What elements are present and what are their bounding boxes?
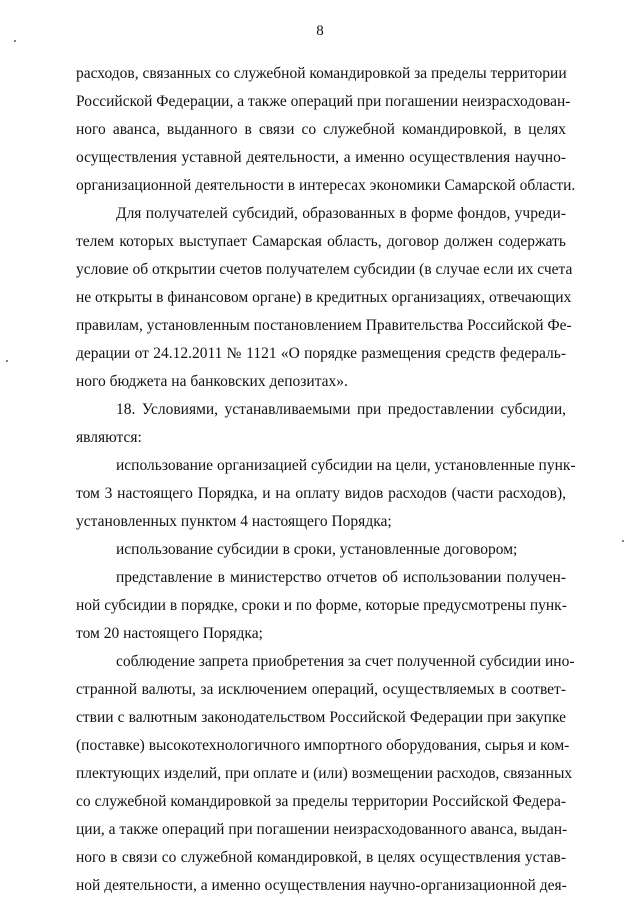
text-line: телем которых выступает Самарская область, договор должен содержать [76,233,566,250]
text-line: 18. Условиями, устанавливаемыми при предоставлении субсидии, [116,401,566,418]
text-line: ции, а также операций при погашении неизрасходованного аванса, выдан- [76,821,568,838]
text-line: правилам, установленным постановлением Правительства Российской Фе- [76,317,572,334]
text-line: условие об открытии счетов получателем субсидии (в случае если их счета [76,261,573,278]
scan-speck [622,540,624,542]
text-line: ствии с валютным законодательством Российской Федерации при закупке [76,709,566,726]
text-line: расходов, связанных со служебной командировкой за пределы территории [76,65,567,82]
text-line: том 3 настоящего Порядка, и на оплату видов расходов (части расходов), [76,485,566,502]
text-line: являются: [76,429,142,446]
text-line: плектующих изделий, при оплате и (или) возмещении расходов, связанных [76,765,573,782]
text-line: представление в министерство отчетов об использовании получен- [116,569,566,586]
text-line: Российской Федерации, а также операций при погашении неизрасходован- [76,93,571,110]
text-line: со служебной командировкой за пределы территории Российской Федера- [76,793,566,810]
text-line: использование субсидии в сроки, установленные договором; [116,541,518,558]
text-line: Для получателей субсидий, образованных в форме фондов, учреди- [116,205,566,222]
text-line: ной субсидии в порядке, сроки и по форме, которые предусмотрены пунк- [76,597,567,614]
text-line: не открыты в финансовом органе) в кредитных организациях, отвечающих [76,289,572,306]
text-line: организационной деятельности в интересах экономики Самарской области. [76,177,576,194]
scan-speck [6,360,8,362]
text-line: осуществления уставной деятельности, а именно осуществления научно- [76,149,566,166]
text-line: (поставке) высокотехнологичного импортного оборудования, сырья и ком- [76,737,570,754]
text-line: дерации от 24.12.2011 № 1121 «О порядке размещения средств федераль- [76,345,566,362]
text-line: том 20 настоящего Порядка; [76,625,263,642]
text-line: ного бюджета на банковских депозитах». [76,373,348,390]
text-line: ной деятельности, а именно осуществления научно-организационной дея- [76,877,567,894]
text-line: установленных пунктом 4 настоящего Порядка; [76,513,392,530]
page-number: 8 [316,23,324,39]
scan-speck [14,40,16,42]
text-line: странной валюты, за исключением операций, осуществляемых в соответ- [76,681,566,698]
text-line: соблюдение запрета приобретения за счет полученной субсидии ино- [116,653,575,670]
text-line: ного аванса, выданного в связи со служебной командировкой, в целях [76,121,566,138]
text-line: использование организацией субсидии на цели, установленные пунк- [116,457,576,474]
text-line: ного в связи со служебной командировкой, в целях осуществления устав- [76,849,566,866]
